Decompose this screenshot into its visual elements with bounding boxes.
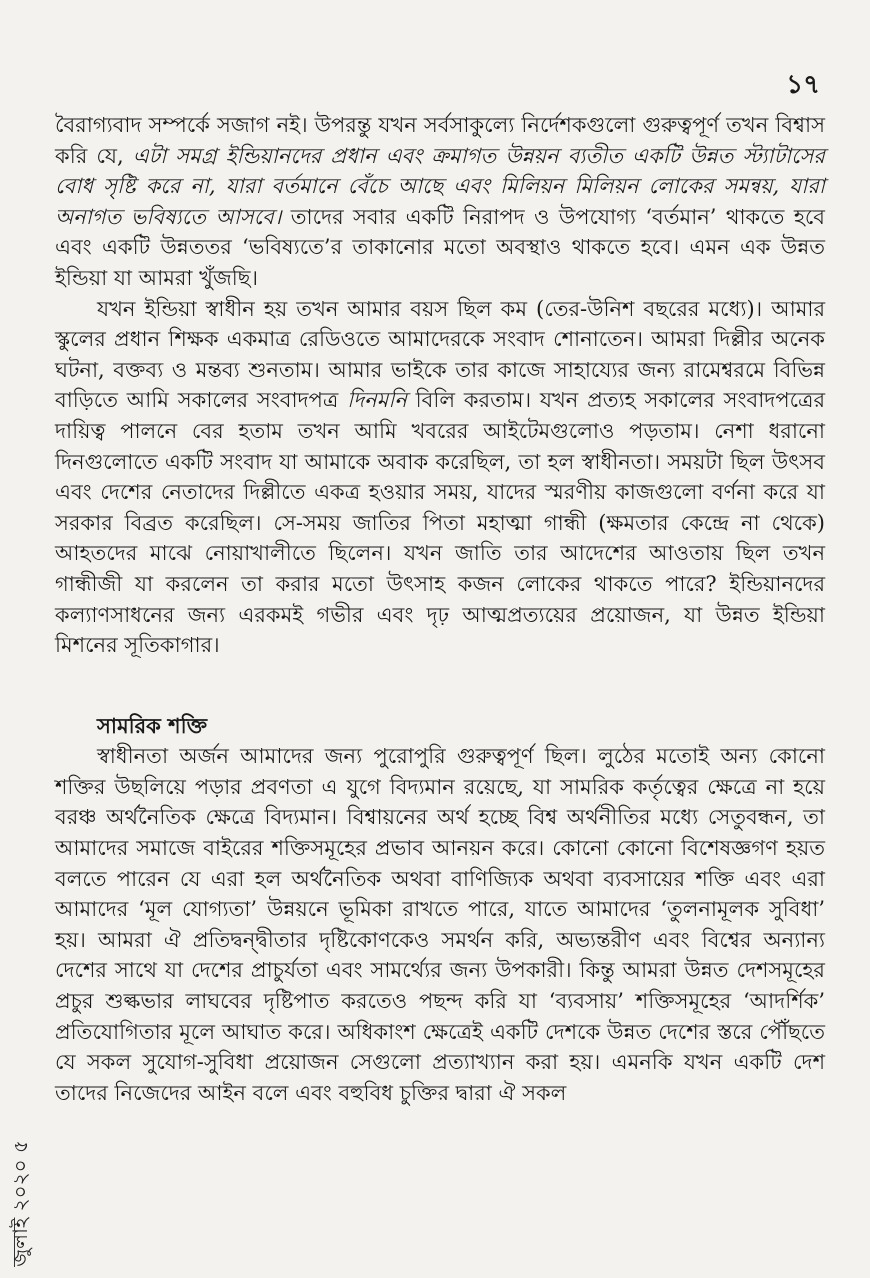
paragraph-1-start: বৈরাগ্যবাদ সম্পর্কে সজাগ নই। উপরন্তু যখন সর্বসাকুল্যে নির্দেশকগুলো গুরুত্বপূর্ণ তখন বিশ্বাস করি যে, — [55, 113, 825, 168]
newspaper-name: দিনমনি — [347, 388, 407, 413]
side-margin-mark: জুলাই ২০২০ ৫ — [8, 1140, 32, 1267]
section-heading: সামরিক শক্তি — [97, 712, 208, 738]
body-text — [55, 110, 825, 1108]
page-number: ১৭ — [786, 70, 820, 100]
paragraph-1 — [55, 110, 825, 294]
paragraph-2-start: যখন ইন্ডিয়া স্বাধীন হয় তখন আমার বয়স ছিল কম (তের-উনিশ বছরের মধ্যে)। আমার স্কুলের প্রধান শিক্ষক একমাত্র রেডিওতে আমাদেরকে সংবাদ শোনাতেন। আমরা দিল্লীর অনেক ঘটনা, বক্তব্য ও মন্তব্য শুনতাম। আমার ভাইকে তার কাজে সাহায্যের জন্য রামেশ্বরমে বিভিন্ন বাড়িতে আমি সকালের সংবাদপত্র — [55, 296, 825, 413]
paragraph-1-end: তাদের সবার একটি নিরাপদ ও উপযোগ্য ‘বর্তমান’ থাকতে হবে এবং একটি উন্নততর ‘ভবিষ্যতে’র তাকানোর মতো অবস্থাও থাকতে হবে। এমন এক উন্নত ইন্ডিয়া যা আমরা খুঁজছি। — [55, 204, 825, 290]
paragraph-1-italic: এটা সমগ্র ইন্ডিয়ানদের প্রধান এবং ক্রমাগত উন্নয়ন ব্যতীত একটি উন্নত স্ট্যাটাসের বোধ সৃষ্টি করে না, যারা বর্তমানে বেঁচে আছে এবং মিলিয়ন মিলিয়ন লোকের সমন্বয়, যারা অনাগত ভবিষ্যতে আসবে। — [55, 143, 825, 229]
paragraph-2 — [55, 294, 825, 661]
paragraph-2-end: বিলি করতাম। যখন প্রত্যহ সকালের সংবাদপত্রের দায়িত্ব পালনে বের হতাম তখন আমি খবরের আইটেমগুলোও পড়তাম। নেশা ধরানো দিনগুলোতে একটি সংবাদ যা আমাকে অবাক করেছিল, তা হল স্বাধীনতা। সময়টা ছিল উৎসব এবং দেশের নেতাদের দিল্লীতে একত্র হওয়ার সময়, যাদের স্মরণীয় কাজগুলো বর্ণনা করে যা সরকার বিব্রত করেছিল। সে-সময় জাতির পিতা মহাত্মা গান্ধী (ক্ষমতার কেন্দ্রে না থেকে) আহতদের মাঝে নোয়াখালীতে ছিলেন। যখন জাতি তার আদেশের আওতায় ছিল তখন গান্ধীজী যা করলেন তা করার মতো উৎসাহ কজন লোকের থাকতে পারে? ইন্ডিয়ানদের কল্যাণসাধনের জন্য এরকমই গভীর এবং দৃঢ় আত্মপ্রত্যয়ের প্রয়োজন, যা উন্নত ইন্ডিয়া মিশনের সূতিকাগার। — [55, 388, 825, 658]
paragraph-3: স্বাধীনতা অর্জন আমাদের জন্য পুরোপুরি গুরুত্বপূর্ণ ছিল। লুঠের মতোই অন্য কোনো শক্তির উছলিয়ে পড়ার প্রবণতা এ যুগে বিদ্যমান রয়েছে, যা সামরিক কর্তৃত্বের ক্ষেত্রে না হয়ে বরঞ্চ অর্থনৈতিক ক্ষেত্রে বিদ্যমান। বিশ্বায়নের অর্থ হচ্ছে বিশ্ব অর্থনীতির মধ্যে সেতুবন্ধন, তা আমাদের সমাজে বাইরের শক্তিসমূহের প্রভাব আনয়ন করে। কোনো কোনো বিশেষজ্ঞগণ হয়ত বলতে পারেন যে এরা হল অর্থনৈতিক অথবা বাণিজ্যিক অথবা ব্যবসায়ের শক্তি এবং এরা আমাদের ‘মূল যোগ্যতা’ উন্নয়নে ভূমিকা রাখতে পারে, যাতে আমাদের ‘তুলনামূলক সুবিধা’ হয়। আমরা ঐ প্রতিদ্বন্দ্বীতার দৃষ্টিকোণকেও সমর্থন করি, অভ্যন্তরীণ এবং বিশ্বের অন্যান্য দেশের সাথে যা দেশের প্রাচুর্যতা এবং সামর্থ্যের জন্য উপকারী। কিন্তু আমরা উন্নত দেশসমূহের প্রচুর শুল্কভার লাঘবের দৃষ্টিপাত করতেও পছন্দ করি যা ‘ব্যবসায়’ শক্তিসমূহের ‘আদর্শিক’ প্রতিযোগিতার মূলে আঘাত করে। অধিকাংশ ক্ষেত্রেই একটি দেশকে উন্নত দেশের স্তরে পৌঁছতে যে সকল সুযোগ-সুবিধা প্রয়োজন সেগুলো প্রত্যাখ্যান করা হয়। এমনকি যখন একটি দেশ তাদের নিজেদের আইন বলে এবং বহুবিধ চুক্তির দ্বারা ঐ সকল — [55, 744, 825, 1105]
